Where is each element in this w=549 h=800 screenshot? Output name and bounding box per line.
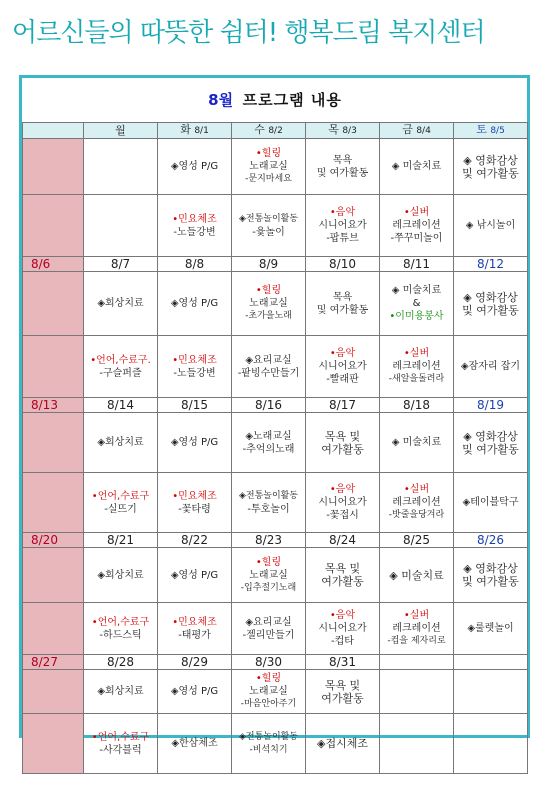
side-cell bbox=[23, 473, 84, 533]
date-cell: 8/19 bbox=[454, 398, 528, 413]
side-cell bbox=[23, 336, 84, 398]
title-month: 8월 bbox=[208, 90, 234, 109]
header-fri: 금 8/4 bbox=[380, 123, 454, 139]
cell-w3-tue-b: •민요체조 -꽃타령 bbox=[158, 473, 232, 533]
cell-w3-mon-a: ◈회상치료 bbox=[84, 413, 158, 473]
week-label: 8/13 bbox=[23, 398, 84, 413]
date-cell: 8/15 bbox=[158, 398, 232, 413]
cell-w5-fri-a bbox=[380, 670, 454, 714]
week5-date-row bbox=[23, 655, 528, 670]
title-text: 프로그램 내용 bbox=[242, 90, 342, 109]
date-cell: 8/12 bbox=[454, 257, 528, 272]
cell-w3-tue-a: ◈영성 P/G bbox=[158, 413, 232, 473]
cell-w4-fri-b: •실버 레크레이션 -컵을 제자리로 bbox=[380, 603, 454, 655]
cell-w4-sat-b: ◈룰렛놀이 bbox=[454, 603, 528, 655]
cell-w5-thu-a: 목욕 및 여가활동 bbox=[306, 670, 380, 714]
week3-date-row bbox=[23, 398, 528, 413]
cell-w3-thu-b: •음악 시니어요가 -꽃접시 bbox=[306, 473, 380, 533]
cell-w4-wed-b: ◈요리교실 -젤리만들기 bbox=[232, 603, 306, 655]
date-cell: 8/23 bbox=[232, 533, 306, 548]
cell-w4-thu-b: •음악 시니어요가 -컵타 bbox=[306, 603, 380, 655]
cell-w1-fri-b: •실버 레크레이션 -쭈꾸미놀이 bbox=[380, 195, 454, 257]
cell-w3-fri-b: •실버 레크레이션 -밧줄을당겨라 bbox=[380, 473, 454, 533]
date-cell bbox=[380, 655, 454, 670]
header-mon: 월 bbox=[84, 123, 158, 139]
week2-row-b bbox=[23, 336, 528, 398]
side-cell bbox=[23, 139, 84, 195]
cell-w3-thu-a: 목욕 및 여가활동 bbox=[306, 413, 380, 473]
cell-w1-wed-b: ◈전통놀이활동 -윷놀이 bbox=[232, 195, 306, 257]
cell-w1-tue-b: •민요체조 -노들강변 bbox=[158, 195, 232, 257]
date-cell bbox=[454, 655, 528, 670]
cell-w1-sat-b: ◈ 낚시놀이 bbox=[454, 195, 528, 257]
cell-w5-mon-b: •언어,수료구 -사각블럭 bbox=[84, 714, 158, 774]
week4-date-row bbox=[23, 533, 528, 548]
program-schedule-table bbox=[22, 78, 528, 774]
date-cell: 8/9 bbox=[232, 257, 306, 272]
date-cell: 8/8 bbox=[158, 257, 232, 272]
cell-w3-wed-a: ◈노래교실 -추억의노래 bbox=[232, 413, 306, 473]
date-cell: 8/21 bbox=[84, 533, 158, 548]
cell-w5-wed-a: •힐링 노래교실 -마음안아주기 bbox=[232, 670, 306, 714]
cell-w4-fri-a: ◈ 미술치료 bbox=[380, 548, 454, 603]
week1-row-a bbox=[23, 139, 528, 195]
side-cell bbox=[23, 670, 84, 714]
cell-w5-tue-a: ◈영성 P/G bbox=[158, 670, 232, 714]
week1-row-b bbox=[23, 195, 528, 257]
week5-row-a bbox=[23, 670, 528, 714]
cell-w2-tue-b: •민요체조 -노들강변 bbox=[158, 336, 232, 398]
side-cell bbox=[23, 603, 84, 655]
date-cell: 8/24 bbox=[306, 533, 380, 548]
cell-w4-sat-a: ◈ 영화감상 및 여가활동 bbox=[454, 548, 528, 603]
date-cell: 8/25 bbox=[380, 533, 454, 548]
side-cell bbox=[23, 195, 84, 257]
week-label: 8/27 bbox=[23, 655, 84, 670]
date-cell: 8/14 bbox=[84, 398, 158, 413]
cell-w2-wed-a: •힐링 노래교실 -초가을노래 bbox=[232, 272, 306, 336]
cell-w4-tue-a: ◈영성 P/G bbox=[158, 548, 232, 603]
week4-row-a bbox=[23, 548, 528, 603]
week4-row-b bbox=[23, 603, 528, 655]
cell-w1-thu-a: 목욕 및 여가활동 bbox=[306, 139, 380, 195]
week3-row-a bbox=[23, 413, 528, 473]
cell-w5-wed-b: ◈전통놀이활동 -비석치기 bbox=[232, 714, 306, 774]
week2-row-a bbox=[23, 272, 528, 336]
cell-w1-fri-a: ◈ 미술치료 bbox=[380, 139, 454, 195]
date-cell: 8/11 bbox=[380, 257, 454, 272]
date-cell: 8/26 bbox=[454, 533, 528, 548]
cell-w2-thu-b: •음악 시니어요가 -빨래판 bbox=[306, 336, 380, 398]
week3-row-b bbox=[23, 473, 528, 533]
header-tue: 화 8/1 bbox=[158, 123, 232, 139]
cell-w2-wed-b: ◈요리교실 -팥빙수만들기 bbox=[232, 336, 306, 398]
cell-w2-sat-b: ◈잠자리 잡기 bbox=[454, 336, 528, 398]
header-wed: 수 8/2 bbox=[232, 123, 306, 139]
cell-w1-thu-b: •음악 시니어요가 -팝튜브 bbox=[306, 195, 380, 257]
week-label: 8/6 bbox=[23, 257, 84, 272]
header-sat: 토 8/5 bbox=[454, 123, 528, 139]
cell-w5-thu-b: ◈접시체조 bbox=[306, 714, 380, 774]
date-cell: 8/22 bbox=[158, 533, 232, 548]
cell-w1-tue-a: ◈영성 P/G bbox=[158, 139, 232, 195]
header-blank bbox=[23, 123, 84, 139]
cell-w3-mon-b: •언어,수료구 -실뜨기 bbox=[84, 473, 158, 533]
week5-row-b bbox=[23, 714, 528, 774]
week2-date-row bbox=[23, 257, 528, 272]
side-cell bbox=[23, 272, 84, 336]
cell-w2-sat-a: ◈ 영화감상 및 여가활동 bbox=[454, 272, 528, 336]
cell-w3-wed-b: ◈전통놀이활동 -투호놀이 bbox=[232, 473, 306, 533]
date-cell: 8/7 bbox=[84, 257, 158, 272]
date-cell: 8/17 bbox=[306, 398, 380, 413]
cell-w2-mon-a: ◈회상치료 bbox=[84, 272, 158, 336]
page-headline: 어르신들의 따뜻한 쉼터! 행복드림 복지센터 bbox=[12, 18, 485, 48]
date-cell: 8/30 bbox=[232, 655, 306, 670]
cell-w5-fri-b bbox=[380, 714, 454, 774]
date-cell: 8/18 bbox=[380, 398, 454, 413]
side-cell bbox=[23, 714, 84, 774]
side-cell bbox=[23, 413, 84, 473]
weekday-header-row bbox=[23, 123, 528, 139]
week-label: 8/20 bbox=[23, 533, 84, 548]
cell-w3-sat-a: ◈ 영화감상 및 여가활동 bbox=[454, 413, 528, 473]
cell-w5-mon-a: ◈회상치료 bbox=[84, 670, 158, 714]
date-cell: 8/31 bbox=[306, 655, 380, 670]
cell-w5-tue-b: ◈한삼체조 bbox=[158, 714, 232, 774]
cell-w2-tue-a: ◈영성 P/G bbox=[158, 272, 232, 336]
cell-w2-mon-b: •언어,수료구. -구슬퍼즐 bbox=[84, 336, 158, 398]
cell-w3-fri-a: ◈ 미술치료 bbox=[380, 413, 454, 473]
cell-w2-fri-b: •실버 레크레이션 -새알을돌려라 bbox=[380, 336, 454, 398]
cell-w5-sat-b bbox=[454, 714, 528, 774]
cell-w1-wed-a: •힐링 노래교실 -문지마세요 bbox=[232, 139, 306, 195]
cell-w2-thu-a: 목욕 및 여가활동 bbox=[306, 272, 380, 336]
cell-w4-tue-b: •민요체조 -태평가 bbox=[158, 603, 232, 655]
cell-w4-mon-a: ◈회상치료 bbox=[84, 548, 158, 603]
date-cell: 8/10 bbox=[306, 257, 380, 272]
date-cell: 8/29 bbox=[158, 655, 232, 670]
table-title bbox=[23, 78, 528, 123]
side-cell bbox=[23, 548, 84, 603]
cell-w3-sat-b: ◈테이블탁구 bbox=[454, 473, 528, 533]
date-cell: 8/28 bbox=[84, 655, 158, 670]
cell-w1-mon-b bbox=[84, 195, 158, 257]
cell-w5-sat-a bbox=[454, 670, 528, 714]
cell-w4-thu-a: 목욕 및 여가활동 bbox=[306, 548, 380, 603]
header-thu: 목 8/3 bbox=[306, 123, 380, 139]
cell-w4-mon-b: •언어,수료구 -하드스틱 bbox=[84, 603, 158, 655]
cell-w1-mon-a bbox=[84, 139, 158, 195]
cell-w1-sat-a: ◈ 영화감상 및 여가활동 bbox=[454, 139, 528, 195]
date-cell: 8/16 bbox=[232, 398, 306, 413]
schedule-frame bbox=[19, 75, 530, 756]
cell-w4-wed-a: •힐링 노래교실 -입추절기노래 bbox=[232, 548, 306, 603]
cell-w2-fri-a: ◈ 미술치료 & •이미용봉사 bbox=[380, 272, 454, 336]
